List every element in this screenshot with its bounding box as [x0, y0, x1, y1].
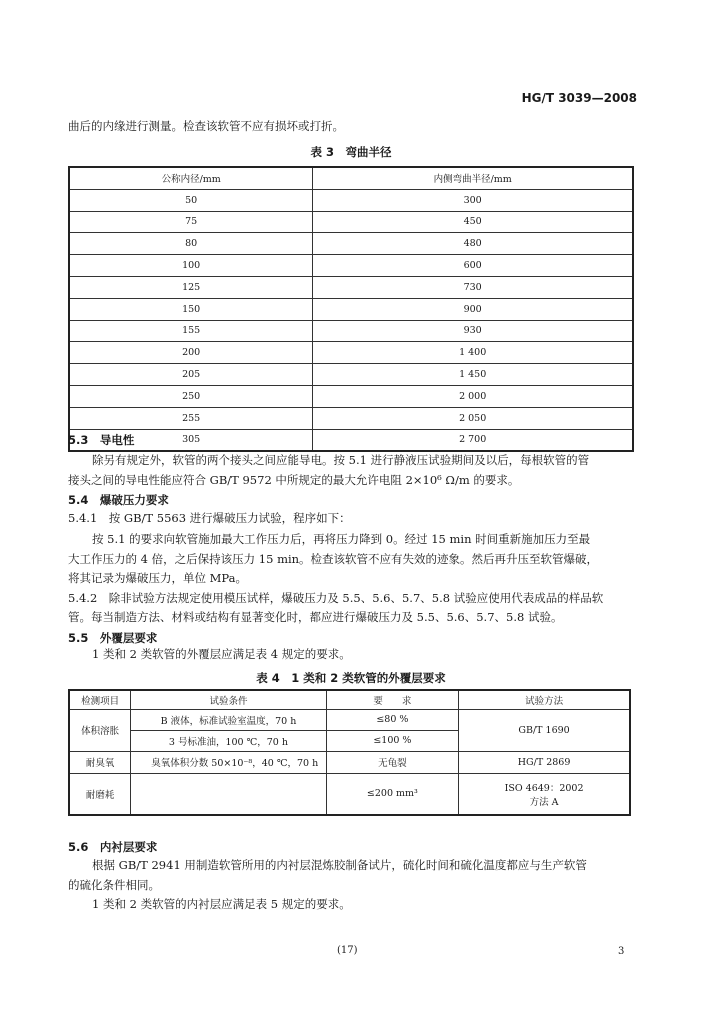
- table4-abrasion-method-line1: ISO 4649：2002: [504, 782, 584, 794]
- table4-header-requirement: 要 求: [326, 690, 459, 709]
- table4-abrasion-cond: [131, 773, 326, 815]
- table-row: [69, 364, 633, 386]
- table3-diameter: 155: [69, 320, 313, 342]
- table-row: [69, 342, 633, 364]
- table-row: [69, 407, 633, 429]
- section-5-6-line2: 的硫化条件相同。: [68, 878, 160, 892]
- table3-diameter: 205: [69, 364, 313, 386]
- section-5-3-line1: 除另有规定外，软管的两个接头之间应能导电。按 5.1 进行静液压试验期间及以后，每根软管的管: [92, 453, 590, 467]
- table3-diameter: 125: [69, 276, 313, 298]
- table-row: [69, 429, 633, 451]
- table4-ozone-cond: 臭氧体积分数 50×10⁻⁸，40 ℃，70 h: [131, 751, 326, 773]
- table3-radius: 2 000: [313, 385, 633, 407]
- table4-volume-swell-cond2: 3 号标准油，100 ℃，70 h: [131, 730, 326, 751]
- table4: [68, 689, 631, 816]
- table3-caption: 表 3 弯曲半径: [310, 145, 392, 159]
- table3-diameter: 250: [69, 385, 313, 407]
- table3-radius: 2 050: [313, 407, 633, 429]
- intro-text: 曲后的内缘进行测量。检查该软管不应有损坏或打折。: [68, 119, 344, 133]
- table3-radius: 930: [313, 320, 633, 342]
- section-5-5-heading: 5.5 外覆层要求: [68, 631, 158, 645]
- table4-abrasion-item: 耐磨耗: [69, 773, 131, 815]
- section-5-4-2-line1: 5.4.2 除非试验方法规定使用模压试样，爆破压力及 5.5、5.6、5.7、5.8 试验应使用代表成品的样品软: [68, 591, 604, 605]
- section-5-3-line2: 接头之间的导电性能应符合 GB/T 9572 中所规定的最大允许电阻 2×10⁶ Ω/m 的要求。: [68, 473, 520, 487]
- table4-volume-swell-method: GB/T 1690: [459, 709, 630, 751]
- table3-header-radius: 内侧弯曲半径/mm: [313, 167, 633, 189]
- table3-diameter: 305: [69, 429, 313, 451]
- table-row: [69, 255, 633, 277]
- table4-ozone-method: HG/T 2869: [459, 751, 630, 773]
- table3-radius: 300: [313, 189, 633, 211]
- table3-diameter: 50: [69, 189, 313, 211]
- table3-radius: 1 450: [313, 364, 633, 386]
- table-row: [69, 320, 633, 342]
- table3-diameter: 150: [69, 298, 313, 320]
- table4-ozone-req: 无龟裂: [326, 751, 459, 773]
- table3-radius: 1 400: [313, 342, 633, 364]
- section-5-6-line3: 1 类和 2 类软管的内衬层应满足表 5 规定的要求。: [92, 897, 351, 911]
- sequence-number: (17): [337, 945, 358, 956]
- table3-diameter: 75: [69, 211, 313, 233]
- section-5-4-1-line1: 5.4.1 按 GB/T 5563 进行爆破压力试验，程序如下：: [68, 511, 351, 525]
- section-5-4-heading: 5.4 爆破压力要求: [68, 493, 169, 507]
- table4-ozone-item: 耐臭氧: [69, 751, 131, 773]
- table-row: [69, 690, 630, 709]
- table-row: [69, 709, 630, 730]
- section-5-6-heading: 5.6 内衬层要求: [68, 840, 158, 854]
- table4-header-method: 试验方法: [459, 690, 630, 709]
- section-5-4-1-line3: 大工作压力的 4 倍，之后保持该压力 15 min。检查该软管不应有失效的迹象。然后再升压至软管爆破，: [68, 552, 599, 566]
- table4-header-condition: 试验条件: [131, 690, 326, 709]
- table3-diameter: 80: [69, 233, 313, 255]
- table-row: [69, 385, 633, 407]
- table4-abrasion-method-line2: 方法 A: [529, 796, 559, 808]
- table4-abrasion-req: ≤200 mm³: [326, 773, 459, 815]
- table3-diameter: 100: [69, 255, 313, 277]
- table4-abrasion-method: [459, 773, 630, 815]
- section-5-5-text: 1 类和 2 类软管的外覆层应满足表 4 规定的要求。: [92, 647, 351, 661]
- table3-diameter: 200: [69, 342, 313, 364]
- table4-volume-swell-cond1: B 液体，标准试验室温度，70 h: [131, 709, 326, 730]
- table4-volume-swell-req1: ≤80 %: [326, 709, 459, 730]
- page-number: 3: [618, 946, 625, 957]
- table-row: [69, 773, 630, 815]
- table-row: [69, 276, 633, 298]
- table3-radius: 730: [313, 276, 633, 298]
- table4-volume-swell-req2: ≤100 %: [326, 730, 459, 751]
- section-5-3-heading: 5.3 导电性: [68, 433, 135, 447]
- table4-caption: 表 4 1 类和 2 类软管的外覆层要求: [256, 671, 446, 685]
- table-row: [69, 189, 633, 211]
- table4-volume-swell-item: 体积溶胀: [69, 709, 131, 751]
- table3-radius: 450: [313, 211, 633, 233]
- section-5-6-line1: 根据 GB/T 2941 用制造软管所用的内衬层混炼胶制备试片，硫化时间和硫化温度都应与生产软管: [92, 858, 587, 872]
- table3-diameter: 255: [69, 407, 313, 429]
- section-5-4-1-line2: 按 5.1 的要求向软管施加最大工作压力后，再将压力降到 0。经过 15 min 时间重新施加压力至最: [92, 532, 591, 546]
- table3-radius: 900: [313, 298, 633, 320]
- table3-radius: 600: [313, 255, 633, 277]
- table-row: [69, 298, 633, 320]
- table-row: [69, 233, 633, 255]
- table4-header-item: 检测项目: [69, 690, 131, 709]
- standard-code: HG/T 3039—2008: [521, 91, 637, 105]
- section-5-4-2-line2: 管。每当制造方法、材料或结构有显著变化时，都应进行爆破压力及 5.5、5.6、5.7、5.8 试验。: [68, 610, 563, 624]
- table3-radius: 480: [313, 233, 633, 255]
- table-row: [69, 751, 630, 773]
- section-5-4-1-line4: 将其记录为爆破压力，单位 MPa。: [68, 571, 248, 585]
- table3-header-diameter: 公称内径/mm: [69, 167, 313, 189]
- table3-radius: 2 700: [313, 429, 633, 451]
- table3: [68, 166, 634, 452]
- table-row: [69, 211, 633, 233]
